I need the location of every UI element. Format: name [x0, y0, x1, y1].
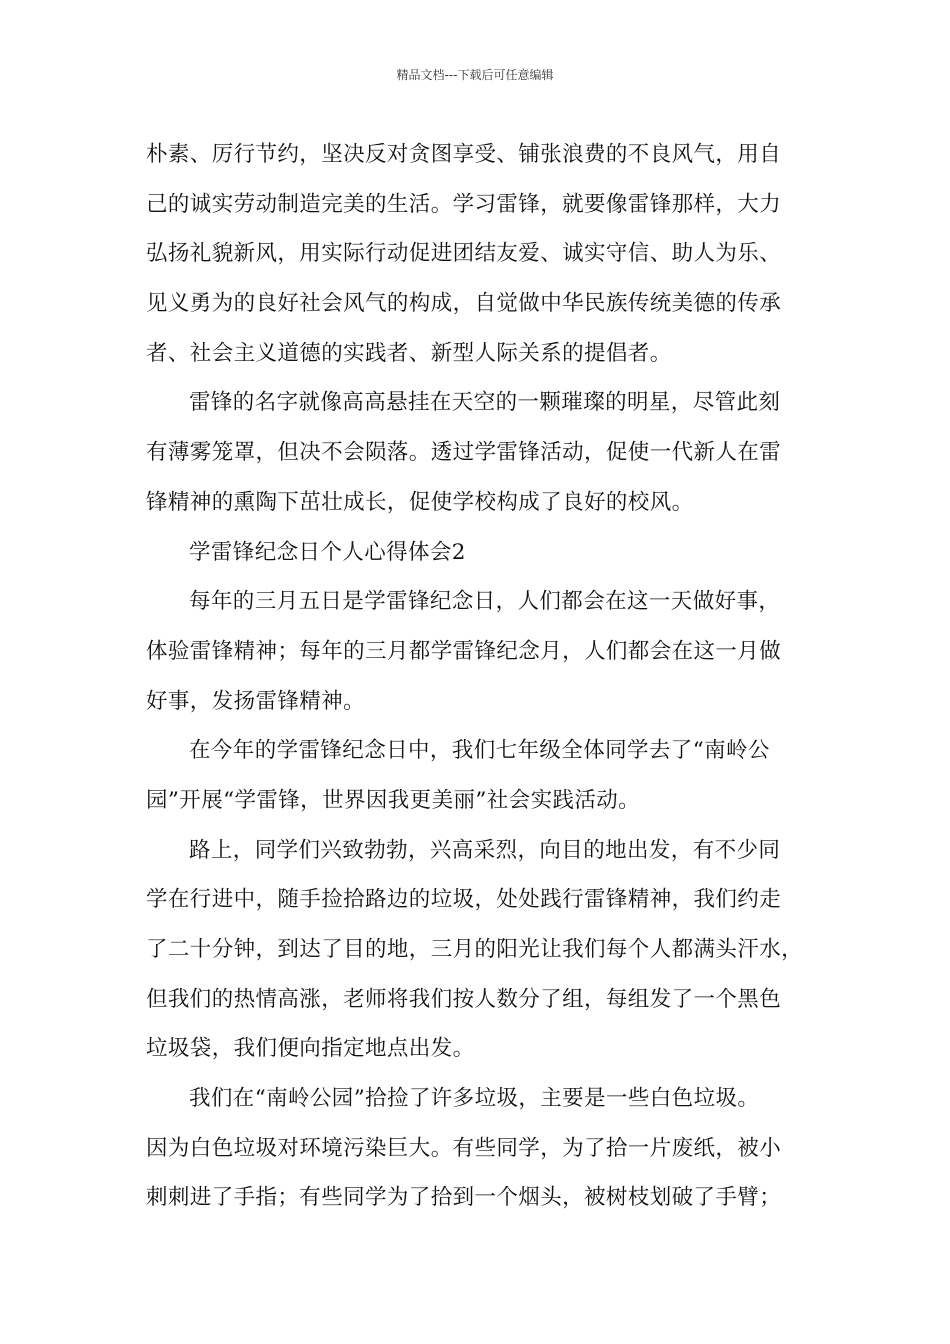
document-body [146, 130, 826, 1223]
text-line: 学在行进中，随手捡拾路边的垃圾，处处践行雷锋精神，我们约走 [146, 887, 782, 913]
text-line: 学雷锋纪念日个人心得体会2 [189, 539, 466, 565]
page-header: 精品文档---下载后可任意编辑 [396, 68, 554, 82]
text-line: 在今年的学雷锋纪念日中，我们七年级全体同学去了“南岭公 [189, 738, 770, 764]
text-line: 园”开展“学雷锋，世界因我更美丽”社会实践活动。 [146, 787, 641, 813]
text-line: 好事，发扬雷锋精神。 [146, 688, 366, 714]
text-line: 每年的三月五日是学雷锋纪念日，人们都会在这一天做好事， [189, 589, 781, 615]
text-line: 刺刺进了手指；有些同学为了拾到一个烟头，被树枝划破了手臂； [146, 1185, 782, 1211]
text-line: 我们在“南岭公园”拾捡了许多垃圾，主要是一些白色垃圾。 [189, 1086, 760, 1112]
text-line: 己的诚实劳动制造完美的生活。学习雷锋，就要像雷锋那样，大力 [146, 191, 782, 217]
text-line: 雷锋的名字就像高高悬挂在天空的一颗璀璨的明星，尽管此刻 [189, 390, 781, 416]
text-line: 者、社会主义道德的实践者、新型人际关系的提倡者。 [146, 340, 672, 366]
text-line: 垃圾袋，我们便向指定地点出发。 [146, 1036, 475, 1062]
text-line: 因为白色垃圾对环境污染巨大。有些同学，为了拾一片废纸，被小 [146, 1135, 782, 1161]
text-line: 朴素、厉行节约，坚决反对贪图享受、铺张浪费的不良风气，用自 [146, 142, 782, 167]
text-line: 弘扬礼貌新风，用实际行动促进团结友爱、诚实守信、助人为乐、 [146, 241, 782, 267]
text-line: 见义勇为的良好社会风气的构成，自觉做中华民族传统美德的传承 [146, 291, 782, 317]
text-line: 了二十分钟，到达了目的地，三月的阳光让我们每个人都满头汗水， [146, 937, 804, 962]
text-line: 路上，同学们兴致勃勃，兴高采烈，向目的地出发，有不少同 [189, 837, 781, 863]
text-line: 但我们的热情高涨，老师将我们按人数分了组，每组发了一个黑色 [146, 986, 782, 1012]
text-line: 有薄雾笼罩，但决不会陨落。透过学雷锋活动，促使一代新人在雷 [146, 440, 782, 466]
text-line: 体验雷锋精神；每年的三月都学雷锋纪念月，人们都会在这一月做 [146, 638, 782, 664]
text-line: 锋精神的熏陶下茁壮成长，促使学校构成了良好的校风。 [146, 489, 694, 515]
